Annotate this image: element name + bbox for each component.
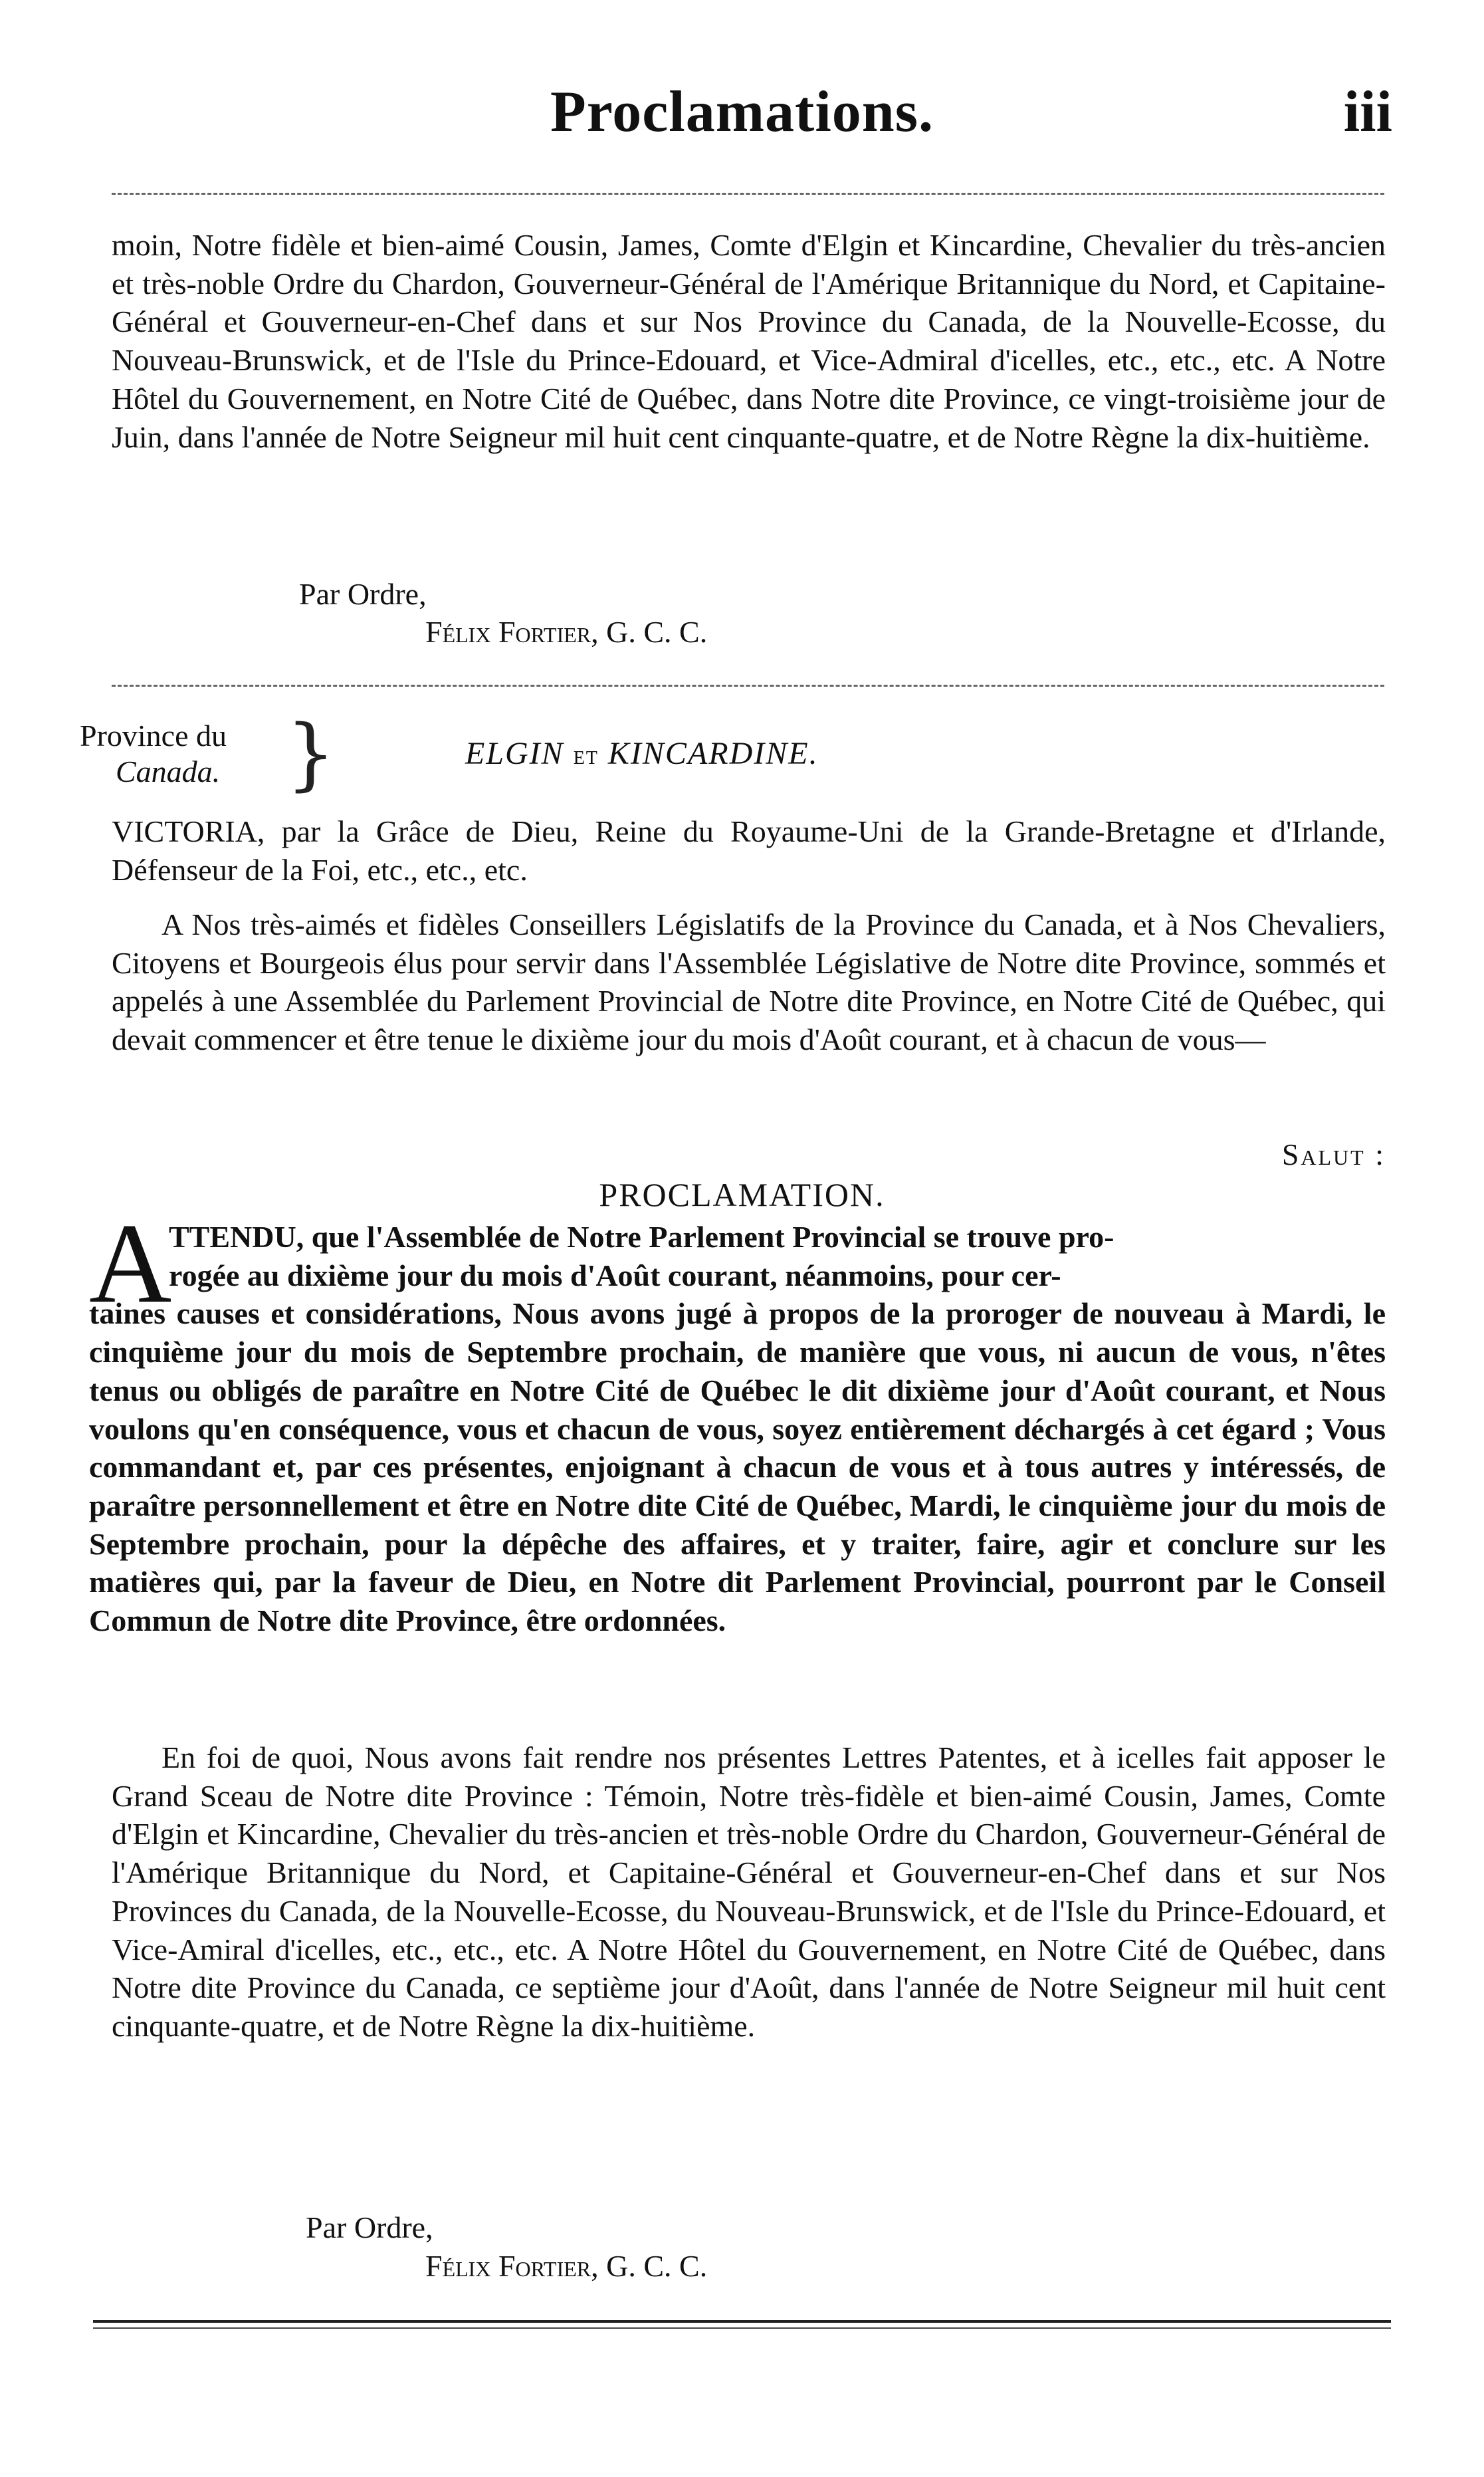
par-ordre-2: Par Ordre, bbox=[306, 2210, 433, 2244]
proclamation-line-2: rogée au dixième jour du mois d'Août courant, néanmoins, pour cer- bbox=[169, 1258, 1061, 1292]
signatory-2: Félix Fortier, G. C. C. bbox=[425, 2249, 708, 2283]
address-text: A Nos très-aimés et fidèles Conseillers Législatifs de la Province du Canada, et à Nos Chevaliers, Citoyens et Bourgeois élus pour servir dans l'Assemblée Législative de Notre dite Province, sommés et appelés à une Assemblée du Parlement Provincial de Notre dite Province, en Notre Cité de Québec, qui devait commencer et être tenue le dixième jour du mois d'Août courant, et à chacun de vous— bbox=[112, 907, 1386, 1057]
address-paragraph bbox=[112, 905, 1386, 1059]
governor-et: et bbox=[573, 740, 599, 770]
governor-kincardine: KINCARDINE. bbox=[607, 736, 819, 771]
en-foi-text: En foi de quoi, Nous avons fait rendre nos présentes Lettres Patentes, et à icelles fait apposer le Grand Sceau de Notre dite Province : Témoin, Notre très-fidèle et bien-aimé Cousin, James, Comte d'Elgin et Kincardine, Chevalier du très-ancien et très-noble Ordre du Chardon, Gouverneur-Général de l'Amérique Britannique du Nord, et Capitaine-Général et Gouverneur-en-Chef dans et sur Nos Provinces du Canada, de la Nouvelle-Ecosse, du Nouveau-Brunswick, et de l'Isle du Prince-Edouard, et Vice-Amiral d'icelles, etc., etc., etc. A Notre Hôtel du Gouvernement, en Notre Cité de Québec, dans Notre dite Province du Canada, ce septième jour d'Août, dans l'année de Notre Seigneur mil huit cent cinquante-quatre, et de Notre Règne la dix-huitième. bbox=[112, 1740, 1386, 2043]
proclamation-body bbox=[89, 1218, 1386, 1640]
brace-mark: } bbox=[286, 707, 336, 799]
proclamation-heading: PROCLAMATION. bbox=[599, 1176, 885, 1213]
footer-rule bbox=[93, 2320, 1391, 2329]
section-rule bbox=[112, 685, 1384, 687]
victoria-paragraph bbox=[112, 812, 1386, 889]
proclamation-rest: taines causes et considérations, Nous avons jugé à propos de la proroger de nouveau à Mardi, le cinquième jour du mois de Septembre prochain, de manière que vous, ni aucun de vous, n'êtes tenus ou obligés de paraître en Notre Cité de Québec le dit dixième jour d'Août courant, et Nous voulons qu'en conséquence, vous et chacun de vous, soyez entièrement déchargés à cet égard ; Vous commandant et, par ces présentes, enjoignant à chacun de vous et à tous autres y intéressés, de paraître personnellement et être en Notre dite Cité de Québec, Mardi, le cinquième jour du mois de Septembre prochain, pour la dépêche des affaires, et y traiter, faire, agir et conclure sur les matières qui, par la faveur de Dieu, en Notre dit Parlement Provincial, pourront par le Conseil Commun de Notre dite Province, être ordonnées. bbox=[89, 1296, 1386, 1638]
page-number: iii bbox=[1343, 80, 1392, 144]
en-foi-paragraph bbox=[112, 1738, 1386, 2046]
victoria-text: VICTORIA, par la Grâce de Dieu, Reine du Royaume-Uni de la Grande-Bretagne et d'Irlande, Défenseur de la Foi, etc., etc., etc. bbox=[112, 814, 1386, 887]
signatory-1: Félix Fortier, G. C. C. bbox=[425, 615, 708, 649]
running-head bbox=[0, 78, 1484, 158]
continuation-paragraph bbox=[112, 226, 1386, 456]
proclamation-line-1: TTENDU, que l'Assemblée de Notre Parlement Provincial se trouve pro- bbox=[169, 1220, 1114, 1254]
header-rule bbox=[112, 193, 1384, 195]
province-label bbox=[80, 718, 299, 790]
province-line-1: Province du bbox=[80, 719, 227, 753]
governor-elgin: ELGIN bbox=[465, 736, 564, 771]
salut-label: Salut : bbox=[1281, 1137, 1386, 1171]
par-ordre-1: Par Ordre, bbox=[299, 577, 427, 611]
continuation-text: moin, Notre fidèle et bien-aimé Cousin, James, Comte d'Elgin et Kincardine, Chevalier du très-ancien et très-noble Ordre du Chardon, Gouverneur-Général de l'Amérique Britannique du Nord, et Capitaine-Général et Gouverneur-en-Chef dans et sur Nos Province du Canada, de la Nouvelle-Ecosse, du Nouveau-Brunswick, et de l'Isle du Prince-Edouard, et Vice-Admiral d'icelles, etc., etc., etc. A Notre Hôtel du Gouvernement, en Notre Cité de Québec, dans Notre dite Province, ce vingt-troisième jour de Juin, dans l'année de Notre Seigneur mil huit cent cinquante-quatre, et de Notre Règne la dix-huitième. bbox=[112, 228, 1386, 454]
governor-title bbox=[465, 735, 819, 772]
page-title: Proclamations. bbox=[550, 80, 934, 144]
drop-cap: A bbox=[89, 1201, 172, 1327]
province-line-2: Canada. bbox=[116, 755, 221, 788]
